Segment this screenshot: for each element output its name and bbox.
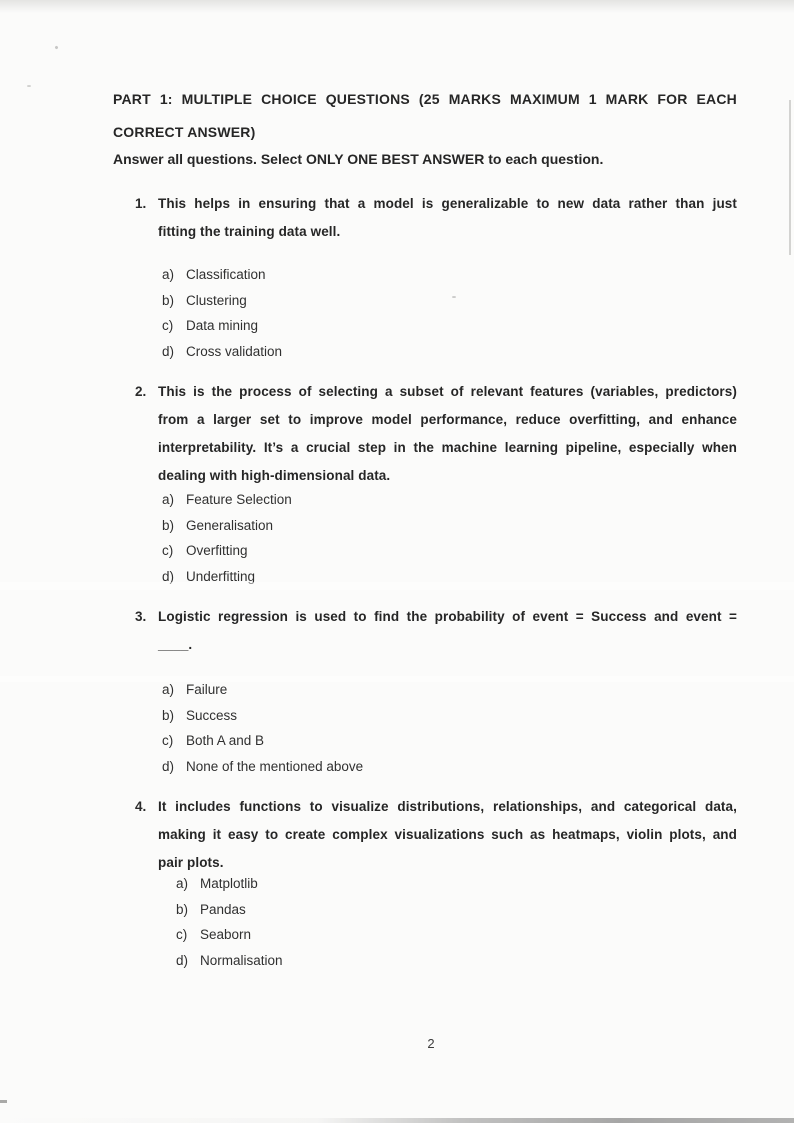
question-text-line: dealing with high-dimensional data. [158, 468, 391, 483]
scan-artifact-speck [27, 85, 31, 87]
question-text [158, 378, 737, 490]
options [158, 677, 737, 779]
question-text-line: This helps in ensuring that a model is generalizable to new data rather than just [158, 196, 737, 211]
option-text: Pandas [200, 901, 246, 917]
question-body [158, 190, 737, 364]
scan-artifact-top-band [0, 0, 794, 13]
option-text: Generalisation [186, 517, 274, 533]
answer-option [158, 288, 737, 314]
question-text-line: ____. [158, 637, 193, 652]
option-text: Normalisation [200, 952, 283, 968]
answer-option [158, 922, 737, 948]
answer-option [158, 728, 737, 754]
option-letter: b) [162, 707, 175, 723]
option-letter: d) [162, 343, 175, 359]
scan-artifact-bottom-streak [0, 1118, 794, 1123]
option-letter: c) [162, 733, 174, 748]
option-letter: a) [162, 492, 175, 507]
answer-option [158, 513, 737, 539]
option-text: Matplotlib [200, 876, 258, 891]
option-letter: b) [162, 517, 175, 533]
option-letter: c) [162, 543, 174, 558]
option-letter: b) [162, 292, 175, 308]
option-text: Cross validation [186, 343, 283, 359]
question-number: 1. [135, 196, 147, 211]
question-list [113, 190, 737, 973]
question-text-line: making it easy to create complex visualizations such as heatmaps, violin plots, and [158, 827, 737, 842]
question-text-line: pair plots. [158, 855, 224, 870]
question-text-line: This is the process of selecting a subset of relevant features (variables, predictors) [158, 384, 737, 399]
answer-option [158, 754, 737, 780]
question-body [158, 793, 737, 973]
scan-artifact-edge-tick [0, 1100, 7, 1103]
question-number: 4. [135, 799, 147, 814]
question-text-line: fitting the training data well. [158, 224, 341, 239]
answer-option [158, 313, 737, 339]
option-letter: a) [162, 682, 175, 697]
answer-option [158, 339, 737, 365]
scan-artifact-speck [54, 45, 58, 49]
option-letter: d) [176, 952, 189, 968]
option-letter: a) [162, 267, 175, 282]
question-number: 3. [135, 609, 147, 624]
answer-option [158, 487, 737, 513]
answer-option [158, 677, 737, 703]
question-text-line: It includes functions to visualize distributions, relationships, and categorical data, [158, 799, 737, 814]
question-text-line: from a larger set to improve model performance, reduce overfitting, and enhance [158, 412, 737, 427]
option-text: None of the mentioned above [186, 758, 364, 774]
question [113, 190, 737, 364]
options [158, 871, 737, 973]
page-content [113, 88, 737, 987]
option-letter: b) [176, 901, 189, 917]
scan-artifact-right-line [789, 100, 791, 255]
option-text: Seaborn [200, 927, 252, 942]
part-title-line1: PART 1: MULTIPLE CHOICE QUESTIONS (25 MARKS MAXIMUM 1 MARK FOR EACH [113, 91, 737, 107]
option-letter: d) [162, 568, 175, 584]
question-text [158, 793, 737, 877]
page-number: 2 [427, 1036, 435, 1051]
options [158, 487, 737, 589]
option-text: Clustering [186, 292, 247, 308]
option-text: Overfitting [186, 543, 248, 558]
option-text: Success [186, 707, 238, 723]
answer-option [158, 897, 737, 923]
question-body [158, 603, 737, 779]
question-body [158, 378, 737, 589]
answer-option [158, 538, 737, 564]
question-text [158, 603, 737, 659]
option-text: Underfitting [186, 568, 256, 584]
option-text: Feature Selection [186, 492, 292, 507]
question [113, 378, 737, 589]
question-text-line: Logistic regression is used to find the probability of event = Success and event = [158, 609, 737, 624]
question [113, 793, 737, 973]
question-text [158, 190, 737, 246]
answer-option [158, 703, 737, 729]
option-letter: a) [176, 876, 189, 891]
answer-option [158, 948, 737, 974]
question [113, 603, 737, 779]
option-text: Both A and B [186, 733, 265, 748]
answer-option [158, 871, 737, 897]
answer-option [158, 564, 737, 590]
answer-option [158, 262, 737, 288]
part-title-line2: CORRECT ANSWER) [113, 124, 256, 140]
question-number: 2. [135, 384, 147, 399]
options [158, 262, 737, 364]
option-text: Data mining [186, 318, 259, 333]
option-letter: c) [176, 927, 188, 942]
question-text-line: interpretability. It’s a crucial step in the machine learning pipeline, especially when [158, 440, 737, 455]
instruction-text: Answer all questions. Select ONLY ONE BEST ANSWER to each question. [113, 151, 604, 167]
option-letter: d) [162, 758, 175, 774]
option-letter: c) [162, 318, 174, 333]
option-text: Failure [186, 682, 228, 697]
option-text: Classification [186, 267, 266, 282]
